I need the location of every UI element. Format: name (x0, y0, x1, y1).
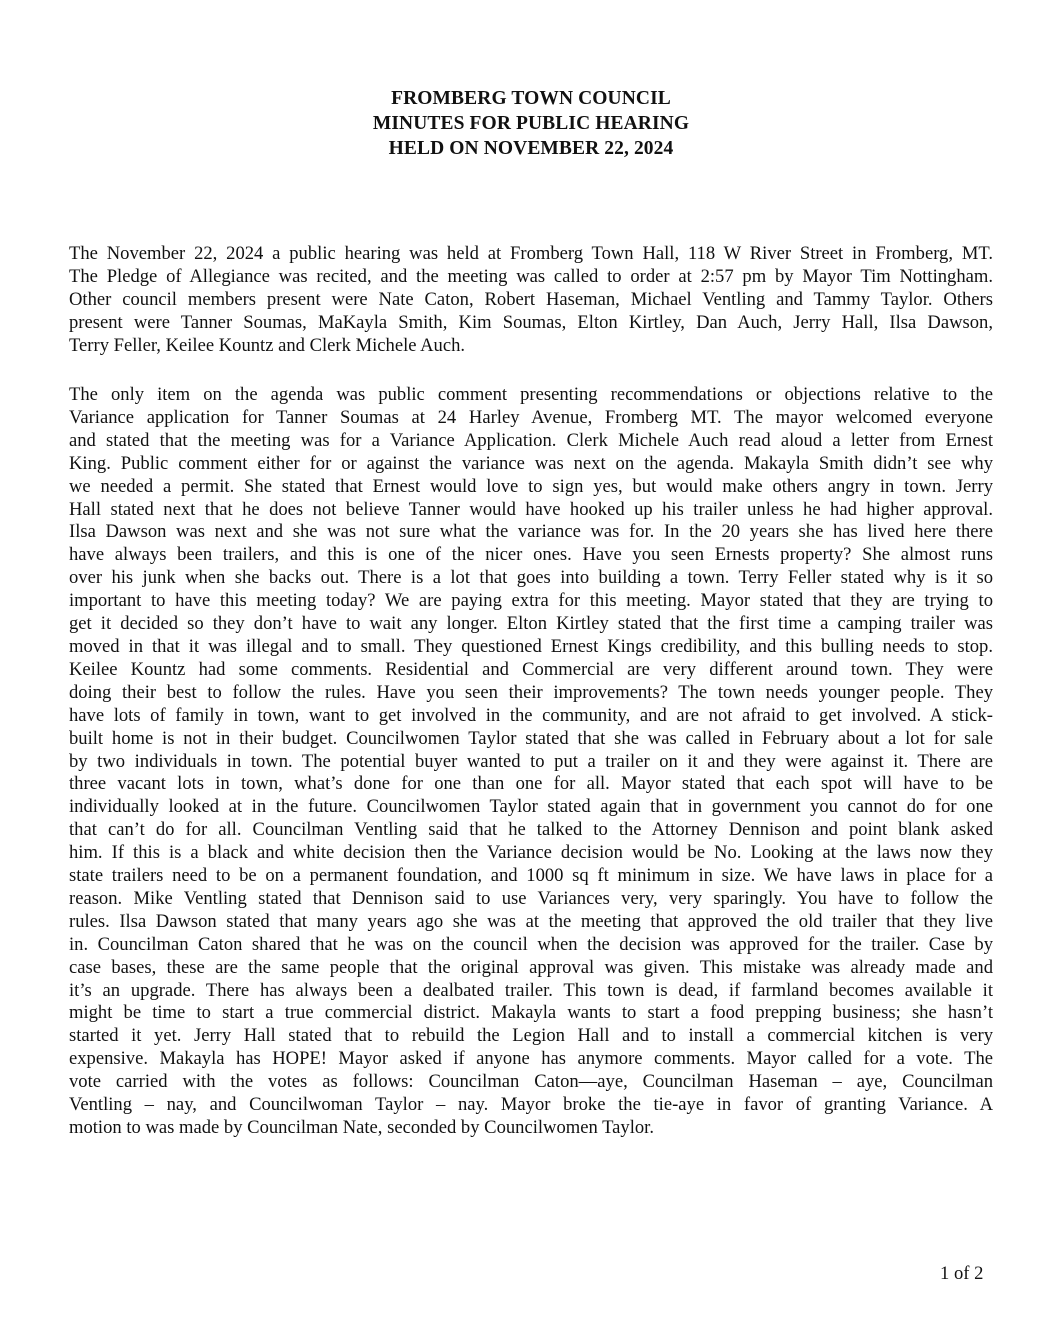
paragraph-line: The November 22, 2024 a public hearing was held at Fromberg Town Hall, 118 W River Street in Fromberg, MT. (69, 243, 993, 264)
paragraph-line: case bases, these are the same people that the original approval was given. This mistake was already made and (69, 956, 993, 978)
paragraph-line: The only item on the agenda was public comment presenting recommendations or objections relative to the (69, 384, 993, 405)
paragraph-line: we needed a permit. She stated that Ernest would love to sign yes, but would make others angry in town. Jerry (69, 475, 993, 497)
paragraph-line: doing their best to follow the rules. Have you seen their improvements? The town needs younger people. They (69, 681, 993, 703)
paragraph-public-comment (69, 384, 993, 1140)
paragraph-line: him. If this is a black and white decision then the Variance decision would be No. Looking at the laws now they (69, 842, 993, 864)
paragraph-line: rules. Ilsa Dawson stated that many years ago she was at the meeting that approved the old trailer that they live (69, 910, 993, 932)
paragraph-line: three vacant lots in town, what’s done for one than one for all. Mayor stated that each spot will have to be (69, 773, 993, 795)
paragraph-line: motion to was made by Councilman Nate, seconded by Councilwomen Taylor. (69, 1117, 654, 1138)
paragraph-line: Other council members present were Nate Caton, Robert Haseman, Michael Ventling and Tammy Taylor. Others (69, 288, 993, 310)
paragraph-line: and stated that the meeting was for a Variance Application. Clerk Michele Auch read aloud a letter from Ernest (69, 429, 993, 451)
paragraph-line: Terry Feller, Keilee Kountz and Clerk Michele Auch. (69, 334, 466, 356)
paragraph-line: important to have this meeting today? We are paying extra for this meeting. Mayor stated that they are trying to (69, 590, 993, 612)
paragraph-line: The Pledge of Allegiance was recited, and the meeting was called to order at 2:57 pm by Mayor Tim Nottingham. (69, 265, 993, 287)
header-subtitle: MINUTES FOR PUBLIC HEARING (372, 113, 690, 134)
paragraph-line: vote carried with the votes as follows: Councilman Caton—aye, Councilman Haseman – aye, Councilman (69, 1071, 993, 1093)
header-date: HELD ON NOVEMBER 22, 2024 (388, 138, 674, 159)
paragraph-line: King. Public comment either for or against the variance was next on the agenda. Makayla Smith didn’t see why (69, 452, 993, 474)
paragraph-line: that can’t do for all. Councilman Ventling said that he talked to the Attorney Dennison and point blank asked (69, 819, 993, 841)
paragraph-line: Hall stated next that he does not believe Tanner would have hooked up his trailer unless he had higher approval. (69, 498, 993, 520)
paragraph-line: state trailers need to be on a permanent foundation, and 1000 sq ft minimum in size. We have laws in place for a (69, 865, 993, 887)
paragraph-line: moved in that it was illegal and to small. They questioned Ernest Kings credibility, and this bulling needs to stop. (69, 635, 993, 657)
header-title: FROMBERG TOWN COUNCIL (391, 88, 671, 109)
paragraph-line: over his junk when she backs out. There is a lot that goes into building a town. Terry Feller stated why is it so (69, 567, 993, 589)
paragraph-line: Ilsa Dawson was next and she was not sure what the variance was for. In the 20 years she has lived here there (69, 521, 993, 543)
paragraph-line: might be time to start a true commercial district. Makayla wants to start a food prepping business; she hasn’t (69, 1002, 993, 1024)
paragraph-line: individually looked at in the future. Councilwomen Taylor stated again that in government you cannot do for one (69, 796, 993, 818)
paragraph-line: have always been trailers, and this is one of the nicer ones. Have you seen Ernests property? She almost runs (69, 544, 993, 566)
paragraph-line: it’s an upgrade. There has always been a dealbated trailer. This town is dead, if farmland becomes available it (69, 979, 993, 1001)
paragraph-line: present were Tanner Soumas, MaKayla Smith, Kim Soumas, Elton Kirtley, Dan Auch, Jerry Hall, Ilsa Dawson, (69, 311, 993, 333)
paragraph-line: reason. Mike Ventling stated that Dennison said to use Variances very, very sparingly. You have to follow the (69, 887, 993, 909)
paragraph-line: Ventling – nay, and Councilwoman Taylor – nay. Mayor broke the tie-aye in favor of granting Variance. A (69, 1094, 993, 1116)
paragraph-line: Keilee Kountz had some comments. Residential and Commercial are very different around town. They were (69, 658, 993, 680)
paragraph-line: started it yet. Jerry Hall stated that to rebuild the Legion Hall and to install a commercial kitchen is very (69, 1025, 993, 1047)
paragraph-line: have lots of family in town, want to get involved in the community, and are not afraid to get involved. A stick- (69, 704, 993, 726)
paragraph-line: expensive. Makayla has HOPE! Mayor asked if anyone has anymore comments. Mayor called for a vote. The (69, 1048, 993, 1070)
paragraph-line: in. Councilman Caton shared that he was on the council when the decision was approved for the trailer. Case by (69, 933, 993, 955)
document-header (0, 86, 1062, 161)
page-number: 1 of 2 (940, 1263, 984, 1284)
paragraph-line: by two individuals in town. The potential buyer wanted to put a trailer on it and they were against it. There are (69, 750, 993, 772)
paragraph-line: get it decided so they don’t have to wait any longer. Elton Kirtley stated that the first time a camping trailer was (69, 613, 993, 635)
paragraph-attendance (69, 243, 993, 358)
paragraph-line: built home is not in their budget. Councilwomen Taylor stated that she was called in February about a lot for sale (69, 727, 993, 749)
paragraph-line: Variance application for Tanner Soumas at 24 Harley Avenue, Fromberg MT. The mayor welcomed everyone (69, 406, 993, 428)
